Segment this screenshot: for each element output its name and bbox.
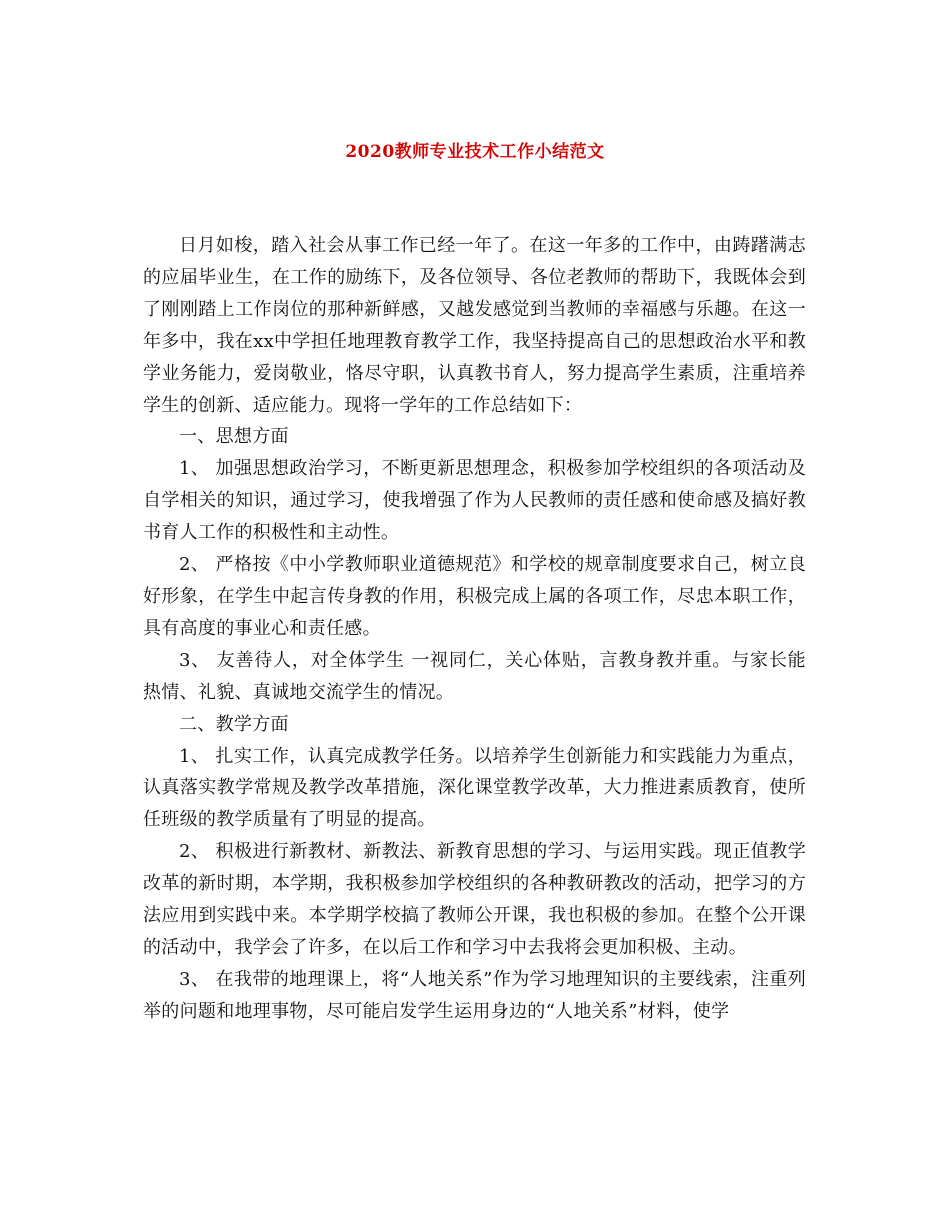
paragraph-ideology-1: 1、 加强思想政治学习，不断更新思想理念，积极参加学校组织的各项活动及自学相关的知识，通过学习，使我增强了作为人民教师的责任感和使命感及搞好教书育人工作的积极性和主动性。	[143, 458, 806, 544]
paragraph-teaching-1: 1、 扎实工作，认真完成教学任务。以培养学生创新能力和实践能力为重点，认真落实教学常规及教学改革措施，深化课堂教学改革，大力推进素质教育，使所任班级的教学质量有了明显的提高。	[143, 745, 806, 831]
paragraph-teaching-2: 2、 积极进行新教材、新教法、新教育思想的学习、与运用实践。现正值教学改革的新时期，本学期，我积极参加学校组织的各种教研教改的活动，把学习的方法应用到实践中来。本学期学校搞了教师公开课，我也积极的参加。在整个公开课的活动中，我学会了许多，在以后工作和学习中去我将会更加积极、主动。	[143, 841, 806, 958]
document-body	[143, 230, 806, 1028]
section-heading-ideology: 一、思想方面	[179, 426, 289, 448]
paragraph-ideology-3: 3、 友善待人，对全体学生 一视同仁，关心体贴，言教身教并重。与家长能热情、礼貌、真诚地交流学生的情况。	[143, 649, 806, 703]
document-title: 2020教师专业技术工作小结范文	[345, 142, 605, 162]
section-heading-teaching: 二、教学方面	[179, 713, 289, 735]
paragraph-intro: 日月如梭，踏入社会从事工作已经一年了。在这一年多的工作中，由踌躇满志的应届毕业生，在工作的励练下，及各位领导、各位老教师的帮助下，我既体会到了刚刚踏上工作岗位的那种新鲜感，又越发感觉到当教师的幸福感与乐趣。在这一年多中，我在xx中学担任地理教育教学工作，我坚持提高自己的思想政治水平和教学业务能力，爱岗敬业，恪尽守职，认真教书育人，努力提高学生素质，注重培养学生的创新、适应能力。现将一学年的工作总结如下：	[143, 235, 806, 416]
paragraph-teaching-3: 3、 在我带的地理课上，将“人地关系”作为学习地理知识的主要线索，注重列举的问题和地理事物，尽可能启发学生运用身边的“人地关系”材料，使学	[143, 968, 806, 1022]
paragraph-ideology-2: 2、 严格按《中小学教师职业道德规范》和学校的规章制度要求自己，树立良好形象，在学生中起言传身教的作用，积极完成上属的各项工作，尽忠本职工作，具有高度的事业心和责任感。	[143, 554, 806, 639]
